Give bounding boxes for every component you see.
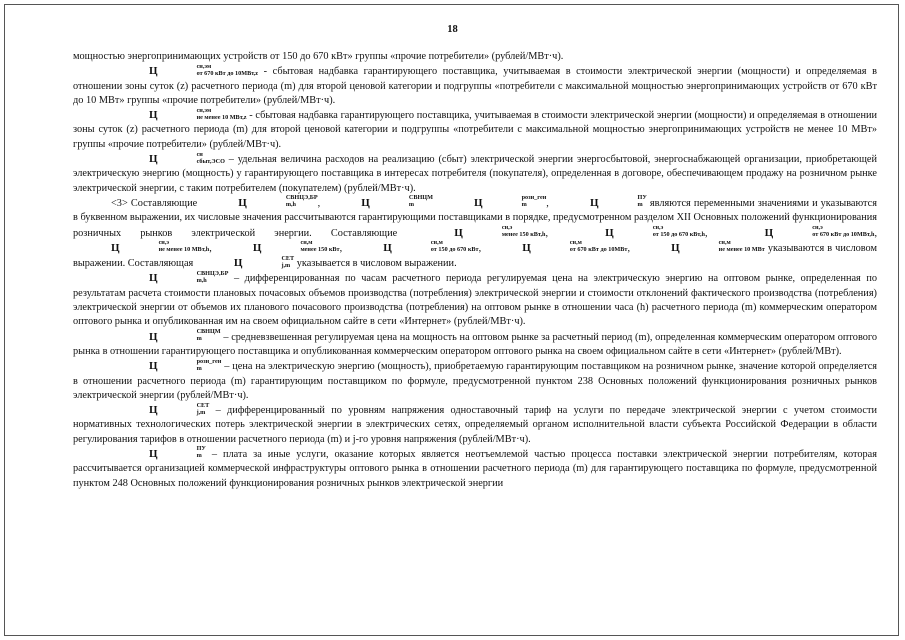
formula-symbol: Ц сн,э не менее 10 МВт,h xyxy=(111,239,210,254)
formula-symbol: Ц сн сбыт,ЭСО xyxy=(149,150,225,166)
definition-svnce-br: Ц СВНЦЭ,БР m,h – дифференцированная по часам расчетного периода регулируемая цена на электрическую энергию на оптовом рынке, определенная по результатам расчета стоимости плановых почасовых объемов производства (потребления) электрической энергии и стоимости отклонений фактического производства (потребления) электрической энергии от объемов их планового почасового производства (потребления) на оптовом рынке в отношении часа (h) расчетного периода (m) коммерческим оператором оптового рынка и опубликованная им на своем официальном сайте в сети «Интернет» (рублей/МВт·ч). xyxy=(73,269,877,328)
definition-svncm: Ц СВНЦМ m – средневзвешенная регулируемая цена на мощность на оптовом рынке за расчетный период (m), определенная коммерческим оператором оптового рынка в отношении гарантирующего поставщика и опубликованная коммерческим оператором оптового рынка на своем официальном сайте в сети «Интернет» (рублей/МВт). xyxy=(73,328,877,357)
formula-symbol: Ц розн_ген m xyxy=(474,194,547,209)
document-body xyxy=(73,50,877,491)
paragraph-sn-sbyt-eso: Ц сн сбыт,ЭСО – удельная величина расходов на реализацию (сбыт) электрической энергии энергосбытовой, энергоснабжающей организации, приобретающей электрическую энергию (мощность) у гарантирующего поставщика в интересах потребителя (покупателя), определенная в договоре, обеспечивающем продажу на розничном рынке электрической энергии, с таким потребителем (покупателем) (рублей/МВт·ч). xyxy=(73,150,877,194)
definition-set: Ц СЕТ j,m – дифференцированный по уровням напряжения одноставочный тариф на услуги по передаче электрической энергии с учетом стоимости нормативных технологических потерь электрической энергии в электрических сетях, определяемый органом исполнительной власти субъекта Российской Федерации в области регулирования тарифов в отношении расчетного периода (m) и j-го уровня напряжения (рублей/МВт·ч). xyxy=(73,401,877,445)
formula-symbol: Ц сн,м не менее 10 МВт xyxy=(671,239,765,254)
paragraph-sn-em-670-10: Ц сн,эм от 670 кВт до 10МВт,z - сбытовая надбавка гарантирующего поставщика, учитываемая в стоимости электрической энергии (мощности) и определяемая в отношении зоны суток (z) расчетного периода (m) для второй ценовой категории и подгруппы «потребители с максимальной мощностью энергопринимающих устройств от 670 кВт до 10 МВт» группы «прочие потребители» (рублей/МВт·ч). xyxy=(73,62,877,106)
formula-symbol: Ц сн,эм от 670 кВт до 10МВт,z xyxy=(149,62,259,78)
paragraph-sn-em-10: Ц сн,эм не менее 10 МВт,z - сбытовая надбавка гарантирующего поставщика, учитываемая в стоимости электрической энергии (мощности) и определяемая в отношении зоны суток (z) расчетного периода (m) для второй ценовой категории и подгруппы «потребители с максимальной мощностью энергопринимающих устройств не менее 10 МВт» группы «прочие потребители» (рублей/МВт·ч). xyxy=(73,106,877,150)
formula-symbol: Ц сн,э менее 150 кВт,h xyxy=(454,224,546,239)
definition-rozn-gen: Ц розн_ген m – цена на электрическую энергию (мощность), приобретаемую гарантирующим поставщиком на розничном рынке, значение которой определяется в отношении расчетного периода (m) гарантирующим поставщиком по формуле, предусмотренной пунктом 238 Основных положений функционирования розничных рынков электрической энергии (рублей/МВт·ч). xyxy=(73,357,877,401)
formula-symbol: Ц СЕТ j,m xyxy=(233,254,295,270)
formula-symbol: Ц СВНЦМ m xyxy=(149,328,221,343)
note-marker: <3> xyxy=(111,197,128,209)
formula-symbol: Ц СЕТ j,m xyxy=(149,401,210,417)
formula-symbol: Ц СВНЦЭ,БР m,h xyxy=(238,194,318,209)
formula-symbol: Ц СВНЦЭ,БР m,h xyxy=(149,269,229,285)
definition-pu: Ц ПУ m – плата за иные услуги, оказание которых является неотъемлемой частью процесса поставки электрической энергии потребителям, которая рассчитывается организацией коммерческой инфраструктуры оптового рынка в отношении расчетного периода (m) для гарантирующего поставщика по формуле, предусмотренной пунктом 248 Основных положений функционирования розничных рынков электрической энергии xyxy=(73,445,877,489)
formula-symbol: Ц сн,м менее 150 кВт xyxy=(252,239,340,254)
formula-symbol: Ц сн,м от 670 кВт до 10МВт xyxy=(522,239,628,254)
formula-symbol: Ц ПУ m xyxy=(149,445,206,461)
formula-symbol: Ц сн,э от 150 до 670 кВт,h xyxy=(605,224,705,239)
formula-symbol: Ц сн,э от 670 кВт до 10МВт,h xyxy=(764,224,875,239)
formula-symbol: Ц СВНЦМ m xyxy=(361,194,433,209)
page-number: 18 xyxy=(447,24,458,35)
formula-symbol: Ц сн,м от 150 до 670 кВт xyxy=(383,239,479,254)
paragraph-continuation: мощностью энергопринимающих устройств от 150 до 670 кВт» группы «прочие потребители» (рублей/МВт·ч). xyxy=(73,51,564,62)
formula-symbol: Ц сн,эм не менее 10 МВт,z xyxy=(149,106,247,122)
note-3: <3> Составляющие Ц СВНЦЭ,БР m,h , Ц СВНЦМ m Ц розн_ген m , Ц ПУ m являются переменными значениями и указываются в буквенном выражении, их числовые значения рассчитываются гарантирующими поставщиками в порядке, предусмотренном разделом XII Основных положений функционирования розничных рынков электрической энергии. Составляющие Ц сн,э менее 150 кВт,h , Ц сн,э от 150 до 670 кВт,h , Ц сн,э от 670 кВт до 10МВт,h , Ц сн,э не менее 10 МВт,h , Ц сн,м менее 150 кВт , Ц сн,м от 150 до 670 кВт , Ц сн,м от 670 кВт до 10МВт , Ц сн,м не менее 10 МВт указываются в числовом выражении. Составляющая Ц СЕТ j,m указывается в числовом выражении. xyxy=(73,194,878,270)
formula-symbol: Ц ПУ m xyxy=(589,194,647,209)
formula-symbol: Ц розн_ген m xyxy=(149,357,222,373)
